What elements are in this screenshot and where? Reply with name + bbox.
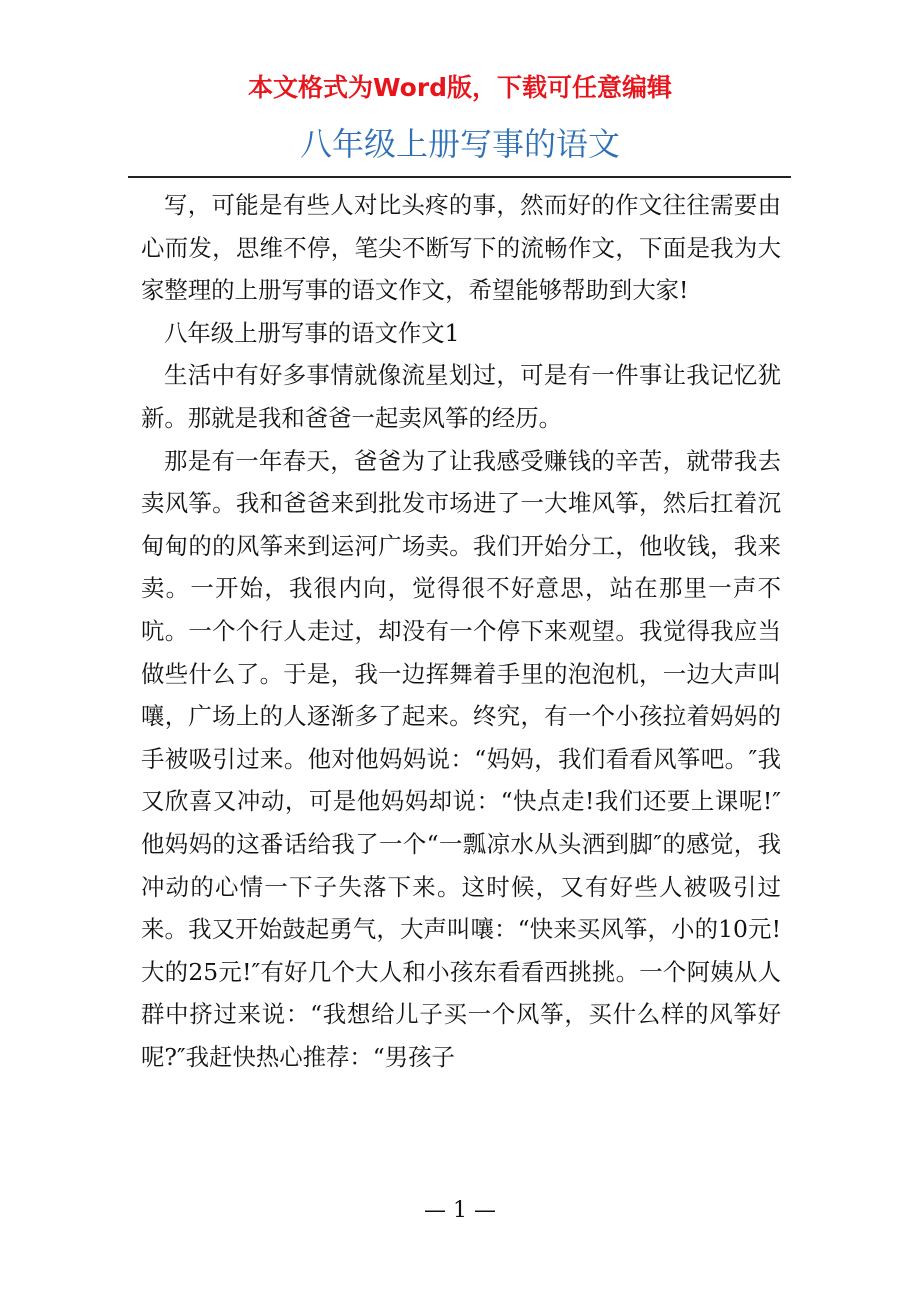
download-banner: 本文格式为Word版，下载可任意编辑 xyxy=(247,73,673,102)
essay-heading: 八年级上册写事的语文作文1 xyxy=(164,318,460,347)
intro-paragraph: 写，可能是有些人对比头疼的事，然而好的作文往往需要由心而发，思维不停，笔尖不断写下的流畅作文，下面是我为大家整理的上册写事的语文作文，希望能够帮助到大家! xyxy=(141,191,781,305)
document-body xyxy=(141,184,781,1078)
body-paragraph: 那是有一年春天，爸爸为了让我感受赚钱的辛苦，就带我去卖风筝。我和爸爸来到批发市场进了一大堆风筝，然后扛着沉甸甸的的风筝来到运河广场卖。我们开始分工，他收钱，我来卖。一开始，我很内向，觉得很不好意思，站在那里一声不吭。一个个行人走过，却没有一个停下来观望。我觉得我应当做些什么了。于是，我一边挥舞着手里的泡泡机，一边大声叫嚷，广场上的人逐渐多了起来。终究，有一个小孩拉着妈妈的手被吸引过来。他对他妈妈说：“妈妈，我们看看风筝吧。″我又欣喜又冲动，可是他妈妈却说：“快点走!我们还要上课呢!″他妈妈的这番话给我了一个“一瓢凉水从头洒到脚″的感觉，我冲动的心情一下子失落下来。这时候，又有好些人被吸引过来。我又开始鼓起勇气，大声叫嚷：“快来买风筝，小的10元!大的25元!″有好几个大人和小孩东看看西挑挑。一个阿姨从人群中挤过来说：“我想给儿子买一个风筝，买什么样的风筝好呢?″我赶快热心推荐：“男孩子 xyxy=(141,446,781,1071)
title-divider xyxy=(128,176,791,178)
body-paragraph: 生活中有好多事情就像流星划过，可是有一件事让我记忆犹新。那就是我和爸爸一起卖风筝的经历。 xyxy=(141,361,781,432)
document-title: 八年级上册写事的语文 xyxy=(299,125,620,163)
page-number: — 1 — xyxy=(424,1198,496,1223)
